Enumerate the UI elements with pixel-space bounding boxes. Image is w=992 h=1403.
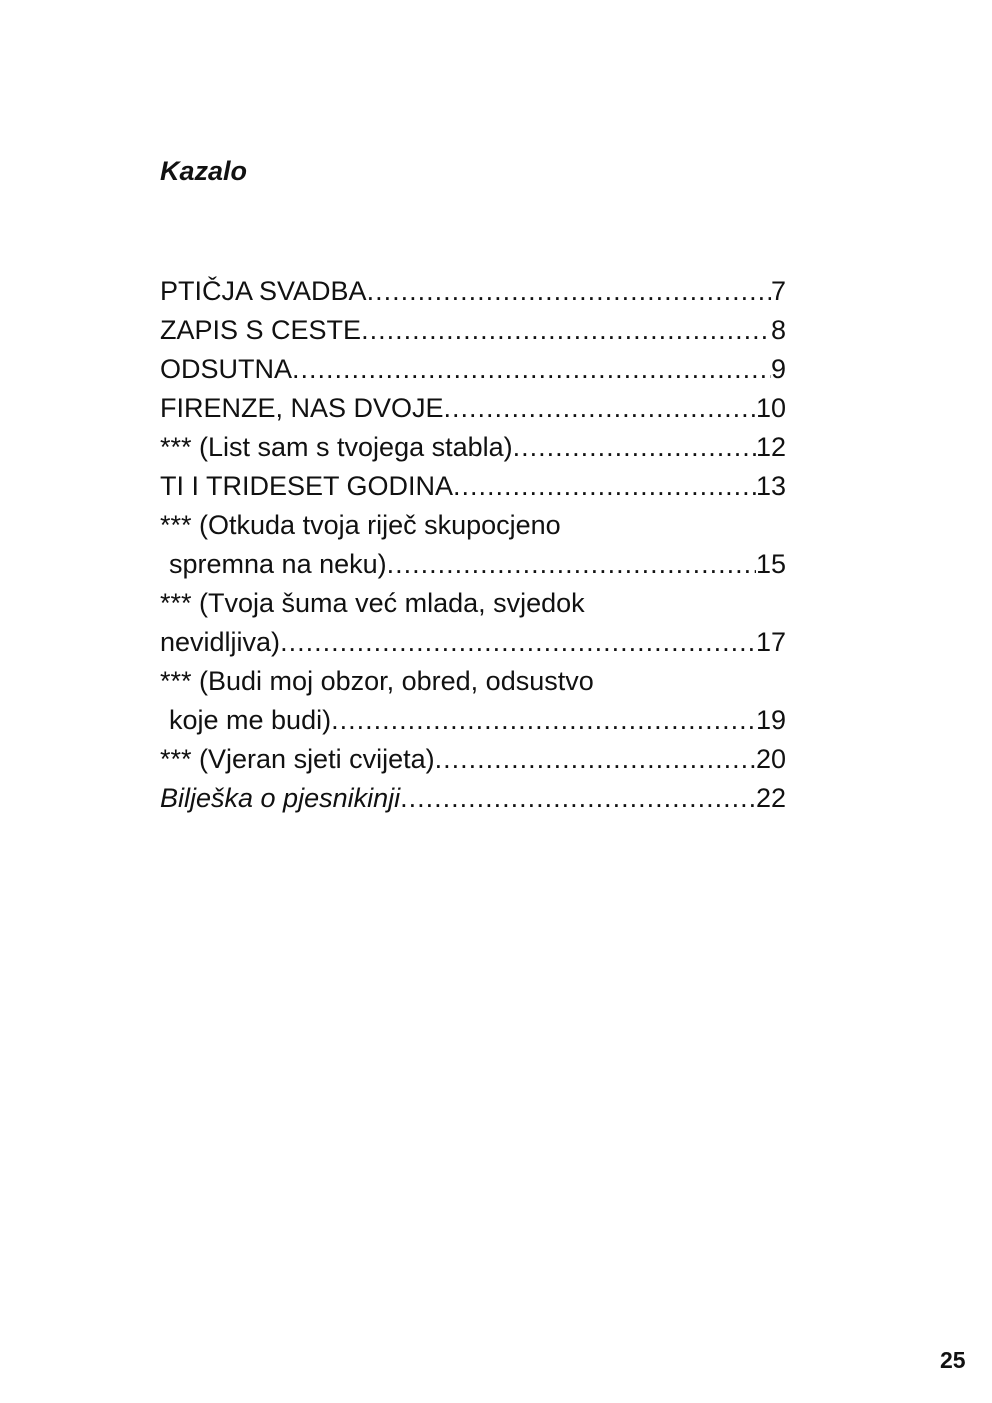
toc-entry-page: 10 xyxy=(755,393,786,423)
toc-entry xyxy=(160,311,786,350)
toc-entry xyxy=(160,428,786,467)
toc-entry-title: *** (Otkuda tvoja riječ skupocjeno xyxy=(160,510,561,540)
toc-entry xyxy=(160,389,786,428)
toc-entry-title-continued: nevidljiva) xyxy=(160,627,281,657)
toc-entry-continuation xyxy=(160,701,786,740)
toc-entry-continuation xyxy=(160,545,786,584)
toc-entry-page: 8 xyxy=(770,315,786,345)
toc-entry-title-continued: spremna na neku) xyxy=(169,549,387,579)
toc-entry xyxy=(160,779,786,818)
toc-leader-dots xyxy=(435,740,756,779)
toc-entry-page: 22 xyxy=(755,783,786,813)
toc-leader-dots xyxy=(387,545,756,584)
toc-leader-dots xyxy=(444,389,756,428)
toc-entry xyxy=(160,350,786,389)
toc-entry xyxy=(160,467,786,506)
toc-entry-title: FIRENZE, NAS DVOJE xyxy=(160,393,444,423)
toc-entry-first-line xyxy=(160,662,786,701)
toc-heading: Kazalo xyxy=(160,156,248,186)
toc-entry-title: ODSUTNA xyxy=(160,354,293,384)
toc-entry-page: 13 xyxy=(755,471,786,501)
toc-entry-page: 12 xyxy=(755,432,786,462)
toc-entry-title: *** (Vjeran sjeti cvijeta) xyxy=(160,744,435,774)
toc-leader-dots xyxy=(513,428,756,467)
toc-entry-title: *** (Tvoja šuma već mlada, svjedok xyxy=(160,588,585,618)
toc-entry-title-continued: koje me budi) xyxy=(169,705,332,735)
toc-entry-page: 20 xyxy=(755,744,786,774)
toc-entry-title: ZAPIS S CESTE xyxy=(160,315,362,345)
toc-entry-continuation xyxy=(160,623,786,662)
toc-leader-dots xyxy=(400,779,756,818)
toc-leader-dots xyxy=(292,350,771,389)
toc-entry-title: TI I TRIDESET GODINA xyxy=(160,471,454,501)
toc-leader-dots xyxy=(331,701,756,740)
toc-entry-page: 19 xyxy=(755,705,786,735)
table-of-contents xyxy=(160,272,786,818)
toc-entry-title: PTIČJA SVADBA xyxy=(160,276,367,306)
toc-entry xyxy=(160,740,786,779)
toc-leader-dots xyxy=(361,311,771,350)
toc-entry-first-line xyxy=(160,506,786,545)
toc-entry-page: 17 xyxy=(755,627,786,657)
page-number: 25 xyxy=(940,1347,966,1373)
toc-entry-page: 9 xyxy=(770,354,786,384)
toc-entry-title: *** (Budi moj obzor, obred, odsustvo xyxy=(160,666,594,696)
toc-leader-dots xyxy=(280,623,756,662)
toc-entry xyxy=(160,272,786,311)
toc-leader-dots xyxy=(453,467,756,506)
toc-entry-page: 15 xyxy=(755,549,786,579)
toc-entry-page: 7 xyxy=(770,276,786,306)
toc-leader-dots xyxy=(367,272,771,311)
toc-entry-title: Bilješka o pjesnikinji xyxy=(160,783,401,813)
toc-entry-first-line xyxy=(160,584,786,623)
toc-entry-title: *** (List sam s tvojega stabla) xyxy=(160,432,513,462)
